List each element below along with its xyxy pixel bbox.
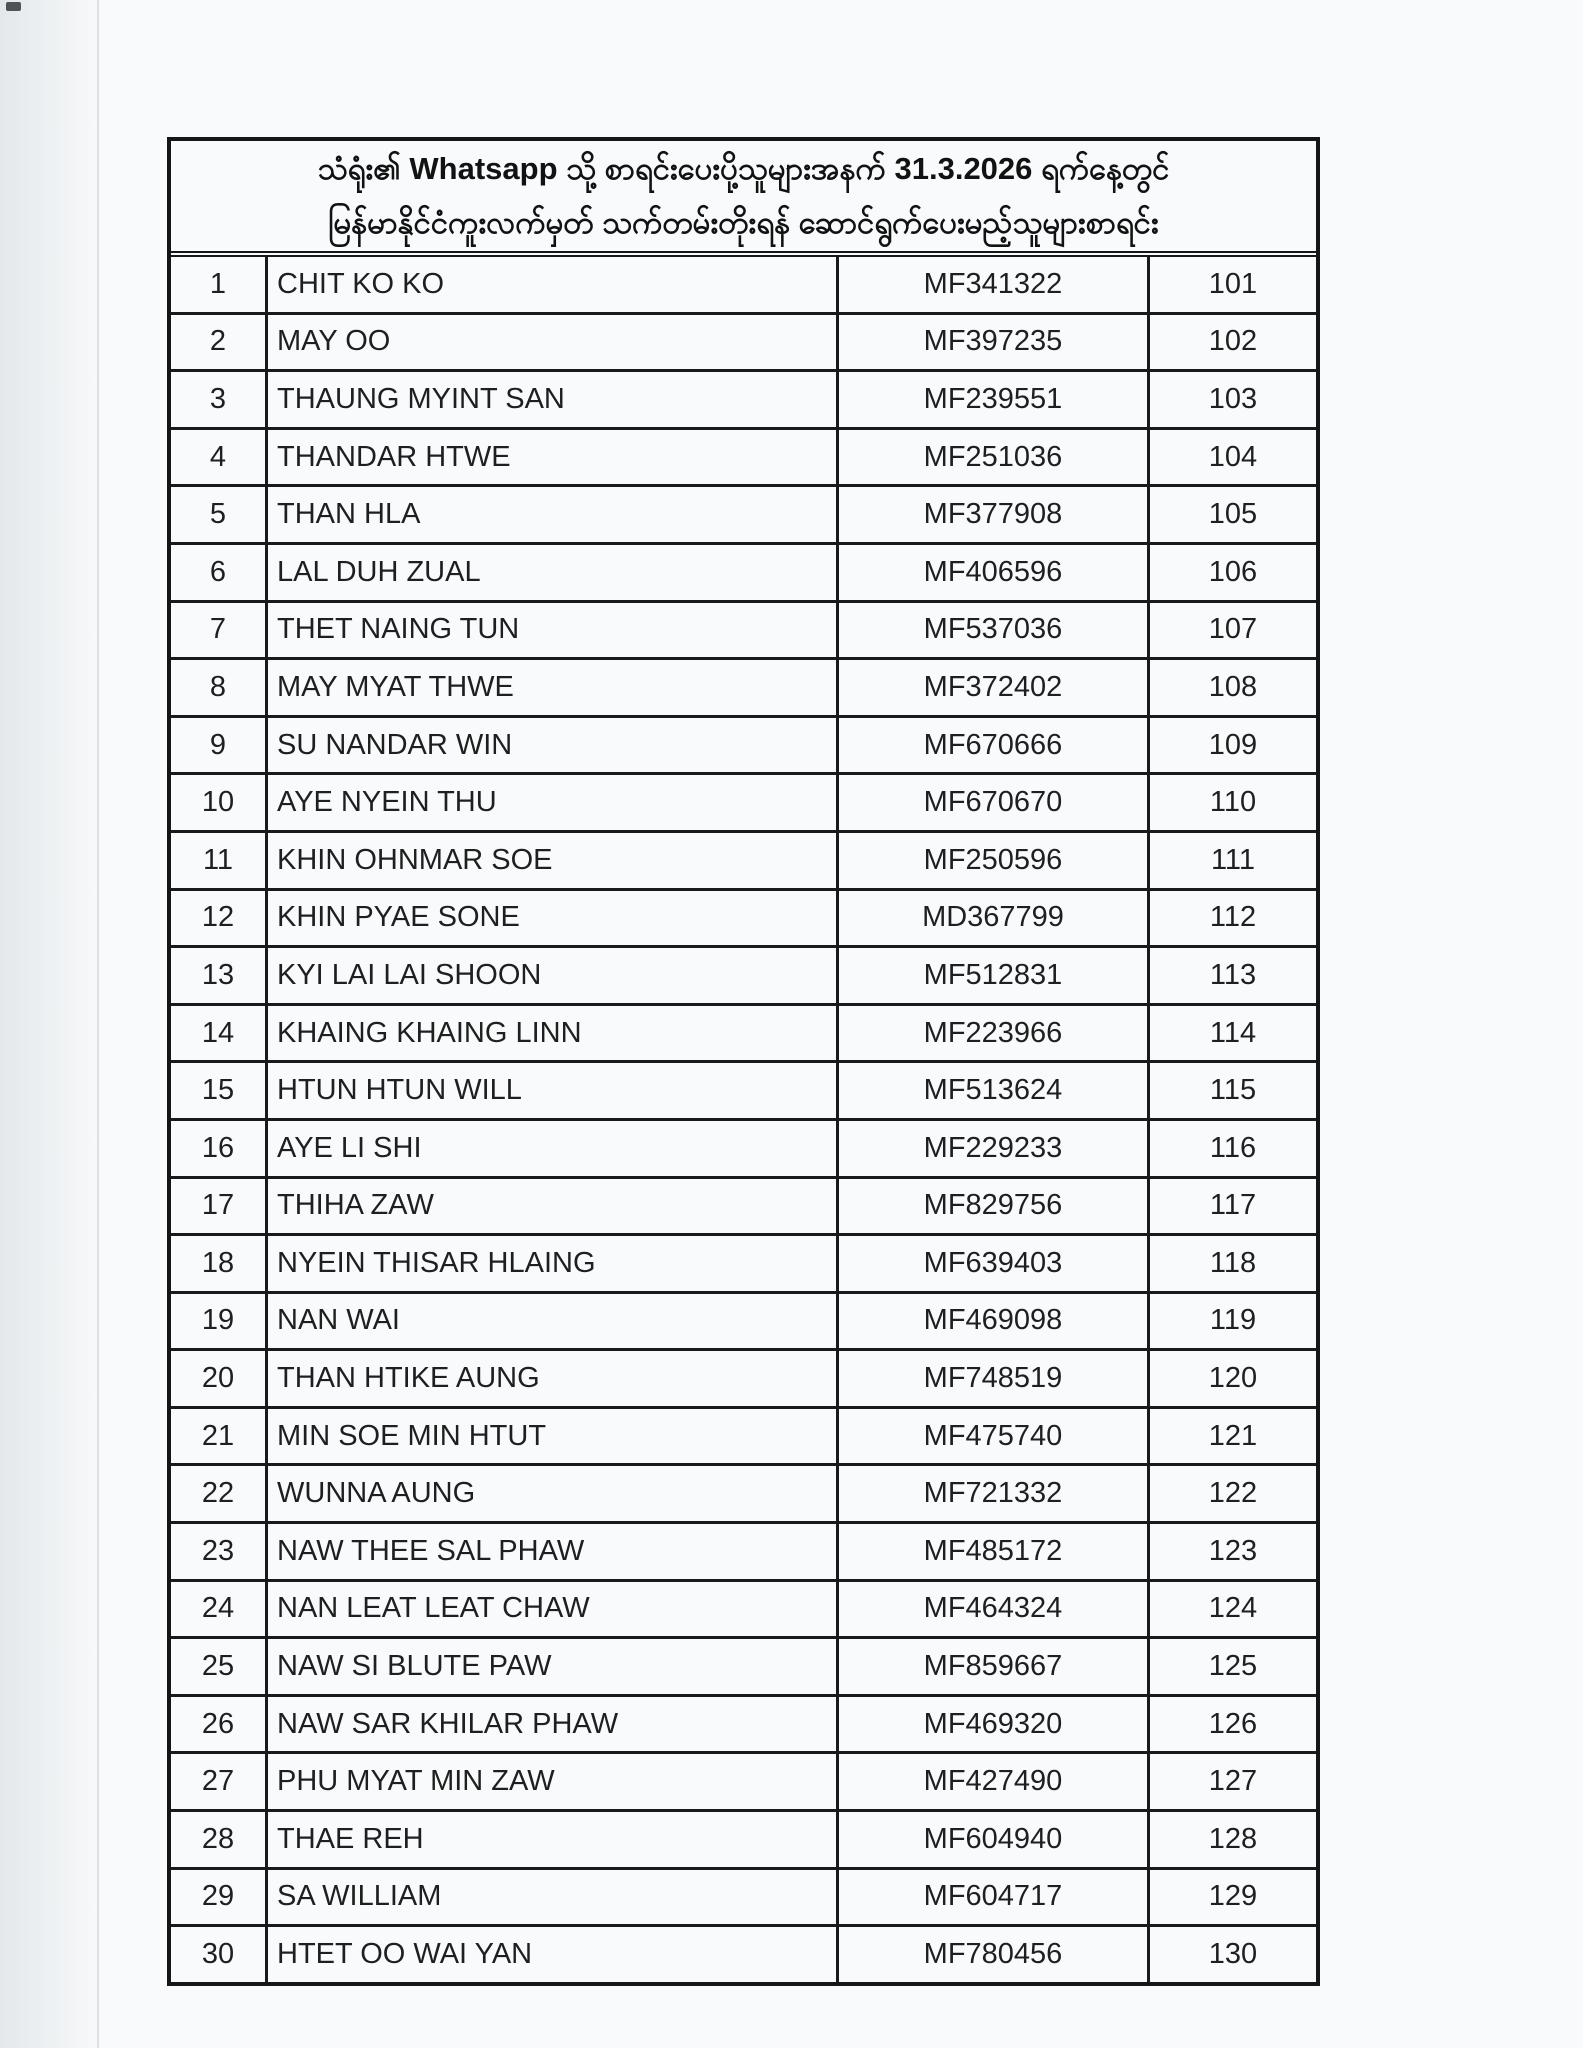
table-row bbox=[171, 1233, 1316, 1291]
cell-name: THAN HLA bbox=[268, 487, 839, 542]
cell-row-number: 15 bbox=[171, 1063, 268, 1118]
cell-row-number: 18 bbox=[171, 1236, 268, 1291]
cell-row-number: 25 bbox=[171, 1639, 268, 1694]
cell-passport-number: MF251036 bbox=[839, 430, 1150, 485]
cell-passport-number: MF485172 bbox=[839, 1524, 1150, 1579]
table-row bbox=[171, 830, 1316, 888]
cell-name: THET NAING TUN bbox=[268, 603, 839, 658]
cell-row-number: 29 bbox=[171, 1870, 268, 1925]
cell-name: NAW SI BLUTE PAW bbox=[268, 1639, 839, 1694]
cell-serial-number: 118 bbox=[1209, 1246, 1257, 1279]
cell-serial-number: 122 bbox=[1208, 1477, 1258, 1510]
cell-row-number: 24 bbox=[171, 1582, 268, 1637]
table-row bbox=[171, 1003, 1316, 1061]
cell-row-number: 22 bbox=[171, 1466, 268, 1521]
cell-serial-number: 111 bbox=[1210, 843, 1256, 876]
cell-passport-number: MF397235 bbox=[839, 315, 1150, 370]
cell-serial-number: 129 bbox=[1208, 1880, 1258, 1913]
cell-name: HTUN HTUN WILL bbox=[268, 1063, 839, 1118]
cell-passport-number: MF250596 bbox=[839, 833, 1150, 888]
cell-passport-number: MF859667 bbox=[839, 1639, 1150, 1694]
cell-name: NAN WAI bbox=[268, 1294, 839, 1349]
scan-speck-top-left bbox=[6, 2, 21, 11]
cell-serial-number: 112 bbox=[1209, 901, 1257, 934]
cell-row-number: 30 bbox=[171, 1927, 268, 1982]
table-row bbox=[171, 312, 1316, 370]
cell-row-number: 9 bbox=[171, 718, 268, 773]
table-row bbox=[171, 1636, 1316, 1694]
cell-name: MAY MYAT THWE bbox=[268, 660, 839, 715]
cell-row-number: 19 bbox=[171, 1294, 268, 1349]
cell-name: KHAING KHAING LINN bbox=[268, 1006, 839, 1061]
table-row bbox=[171, 1348, 1316, 1406]
table-row bbox=[171, 369, 1316, 427]
cell-row-number: 21 bbox=[171, 1409, 268, 1464]
table-row bbox=[171, 1291, 1316, 1349]
cell-serial-number: 121 bbox=[1208, 1419, 1258, 1452]
cell-passport-number: MF239551 bbox=[839, 372, 1150, 427]
cell-serial-number: 103 bbox=[1208, 382, 1258, 415]
cell-serial-number: 109 bbox=[1208, 728, 1258, 761]
cell-serial-number: 107 bbox=[1208, 613, 1258, 646]
cell-row-number: 5 bbox=[171, 487, 268, 542]
table-row bbox=[171, 1176, 1316, 1234]
cell-serial-number: 116 bbox=[1209, 1131, 1257, 1164]
cell-serial-number: 106 bbox=[1208, 555, 1258, 588]
cell-row-number: 28 bbox=[171, 1812, 268, 1867]
cell-passport-number: MF512831 bbox=[839, 948, 1150, 1003]
cell-row-number: 12 bbox=[171, 891, 268, 946]
cell-name: NYEIN THISAR HLAING bbox=[268, 1236, 839, 1291]
cell-row-number: 2 bbox=[171, 315, 268, 370]
passport-renewal-table bbox=[167, 137, 1320, 1986]
cell-row-number: 23 bbox=[171, 1524, 268, 1579]
scan-edge-shadow bbox=[0, 0, 104, 2048]
table-row bbox=[171, 772, 1316, 830]
cell-name: AYE LI SHI bbox=[268, 1121, 839, 1176]
table-row bbox=[171, 1751, 1316, 1809]
table-row bbox=[171, 257, 1316, 312]
cell-name: HTET OO WAI YAN bbox=[268, 1927, 839, 1982]
cell-serial-number: 125 bbox=[1208, 1650, 1258, 1683]
cell-passport-number: MF639403 bbox=[839, 1236, 1150, 1291]
cell-passport-number: MF604940 bbox=[839, 1812, 1150, 1867]
table-body bbox=[171, 257, 1316, 1982]
cell-name: CHIT KO KO bbox=[268, 257, 839, 312]
cell-passport-number: MF229233 bbox=[839, 1121, 1150, 1176]
cell-row-number: 3 bbox=[171, 372, 268, 427]
cell-row-number: 11 bbox=[171, 833, 268, 888]
cell-name: THAUNG MYINT SAN bbox=[268, 372, 839, 427]
cell-row-number: 8 bbox=[171, 660, 268, 715]
cell-row-number: 20 bbox=[171, 1351, 268, 1406]
cell-serial-number: 102 bbox=[1208, 325, 1258, 358]
cell-name: SU NANDAR WIN bbox=[268, 718, 839, 773]
cell-passport-number: MF721332 bbox=[839, 1466, 1150, 1521]
cell-row-number: 26 bbox=[171, 1697, 268, 1752]
cell-name: KYI LAI LAI SHOON bbox=[268, 948, 839, 1003]
cell-serial-number: 123 bbox=[1208, 1534, 1258, 1567]
table-row bbox=[171, 657, 1316, 715]
cell-serial-number: 101 bbox=[1208, 267, 1258, 300]
cell-name: KHIN PYAE SONE bbox=[268, 891, 839, 946]
cell-passport-number: MF780456 bbox=[839, 1927, 1150, 1982]
cell-serial-number: 117 bbox=[1209, 1189, 1257, 1222]
cell-serial-number: 126 bbox=[1208, 1707, 1258, 1740]
cell-passport-number: MD367799 bbox=[839, 891, 1150, 946]
cell-passport-number: MF513624 bbox=[839, 1063, 1150, 1118]
title-line-2: မြန်မာနိုင်ငံကူးလက်မှတ် သက်တမ်းတိုးရန် ဆောင်ရွက်ပေးမည့်သူများစာရင်း bbox=[328, 205, 1159, 240]
cell-name: MAY OO bbox=[268, 315, 839, 370]
cell-serial-number: 115 bbox=[1209, 1074, 1257, 1107]
cell-name: AYE NYEIN THU bbox=[268, 775, 839, 830]
cell-row-number: 4 bbox=[171, 430, 268, 485]
cell-name: KHIN OHNMAR SOE bbox=[268, 833, 839, 888]
cell-serial-number: 114 bbox=[1209, 1016, 1257, 1049]
table-row bbox=[171, 1867, 1316, 1925]
cell-name: NAW THEE SAL PHAW bbox=[268, 1524, 839, 1579]
cell-passport-number: MF670666 bbox=[839, 718, 1150, 773]
cell-name: THAE REH bbox=[268, 1812, 839, 1867]
cell-passport-number: MF829756 bbox=[839, 1179, 1150, 1234]
cell-serial-number: 124 bbox=[1208, 1592, 1258, 1625]
cell-row-number: 10 bbox=[171, 775, 268, 830]
scan-edge-line bbox=[97, 0, 99, 2048]
cell-passport-number: MF475740 bbox=[839, 1409, 1150, 1464]
cell-passport-number: MF377908 bbox=[839, 487, 1150, 542]
cell-name: LAL DUH ZUAL bbox=[268, 545, 839, 600]
table-row bbox=[171, 1406, 1316, 1464]
cell-passport-number: MF604717 bbox=[839, 1870, 1150, 1925]
cell-name: PHU MYAT MIN ZAW bbox=[268, 1754, 839, 1809]
table-row bbox=[171, 1924, 1316, 1982]
cell-row-number: 7 bbox=[171, 603, 268, 658]
cell-name: THIHA ZAW bbox=[268, 1179, 839, 1234]
cell-serial-number: 127 bbox=[1208, 1765, 1258, 1798]
cell-serial-number: 104 bbox=[1208, 440, 1258, 473]
cell-serial-number: 119 bbox=[1209, 1304, 1257, 1337]
cell-name: THAN HTIKE AUNG bbox=[268, 1351, 839, 1406]
cell-serial-number: 113 bbox=[1209, 958, 1257, 991]
table-row bbox=[171, 945, 1316, 1003]
table-row bbox=[171, 888, 1316, 946]
cell-passport-number: MF469098 bbox=[839, 1294, 1150, 1349]
cell-passport-number: MF341322 bbox=[839, 257, 1150, 312]
cell-passport-number: MF537036 bbox=[839, 603, 1150, 658]
cell-passport-number: MF372402 bbox=[839, 660, 1150, 715]
table-row bbox=[171, 600, 1316, 658]
table-row bbox=[171, 542, 1316, 600]
cell-row-number: 1 bbox=[171, 257, 268, 312]
table-row bbox=[171, 1463, 1316, 1521]
cell-name: WUNNA AUNG bbox=[268, 1466, 839, 1521]
table-row bbox=[171, 484, 1316, 542]
cell-passport-number: MF748519 bbox=[839, 1351, 1150, 1406]
cell-serial-number: 108 bbox=[1208, 670, 1258, 703]
table-row bbox=[171, 1809, 1316, 1867]
cell-name: THANDAR HTWE bbox=[268, 430, 839, 485]
cell-serial-number: 130 bbox=[1208, 1938, 1258, 1971]
table-row bbox=[171, 1579, 1316, 1637]
title-line-1: သံရုံး၏ Whatsapp သို့ စာရင်းပေးပို့သူများအနက် 31.3.2026 ရက်နေ့တွင် bbox=[317, 151, 1170, 186]
cell-name: NAW SAR KHILAR PHAW bbox=[268, 1697, 839, 1752]
cell-passport-number: MF406596 bbox=[839, 545, 1150, 600]
cell-row-number: 16 bbox=[171, 1121, 268, 1176]
table-row bbox=[171, 715, 1316, 773]
cell-name: NAN LEAT LEAT CHAW bbox=[268, 1582, 839, 1637]
table-row bbox=[171, 1521, 1316, 1579]
cell-row-number: 14 bbox=[171, 1006, 268, 1061]
cell-passport-number: MF223966 bbox=[839, 1006, 1150, 1061]
cell-name: MIN SOE MIN HTUT bbox=[268, 1409, 839, 1464]
cell-passport-number: MF670670 bbox=[839, 775, 1150, 830]
table-row bbox=[171, 427, 1316, 485]
cell-serial-number: 120 bbox=[1208, 1362, 1258, 1395]
cell-serial-number: 110 bbox=[1209, 786, 1257, 819]
cell-row-number: 17 bbox=[171, 1179, 268, 1234]
table-row bbox=[171, 1694, 1316, 1752]
cell-serial-number: 128 bbox=[1208, 1822, 1258, 1855]
cell-row-number: 13 bbox=[171, 948, 268, 1003]
cell-passport-number: MF427490 bbox=[839, 1754, 1150, 1809]
table-title bbox=[171, 141, 1316, 257]
cell-name: SA WILLIAM bbox=[268, 1870, 839, 1925]
table-row bbox=[171, 1060, 1316, 1118]
cell-passport-number: MF469320 bbox=[839, 1697, 1150, 1752]
cell-serial-number: 105 bbox=[1208, 498, 1258, 531]
cell-passport-number: MF464324 bbox=[839, 1582, 1150, 1637]
cell-row-number: 6 bbox=[171, 545, 268, 600]
table-row bbox=[171, 1118, 1316, 1176]
cell-row-number: 27 bbox=[171, 1754, 268, 1809]
